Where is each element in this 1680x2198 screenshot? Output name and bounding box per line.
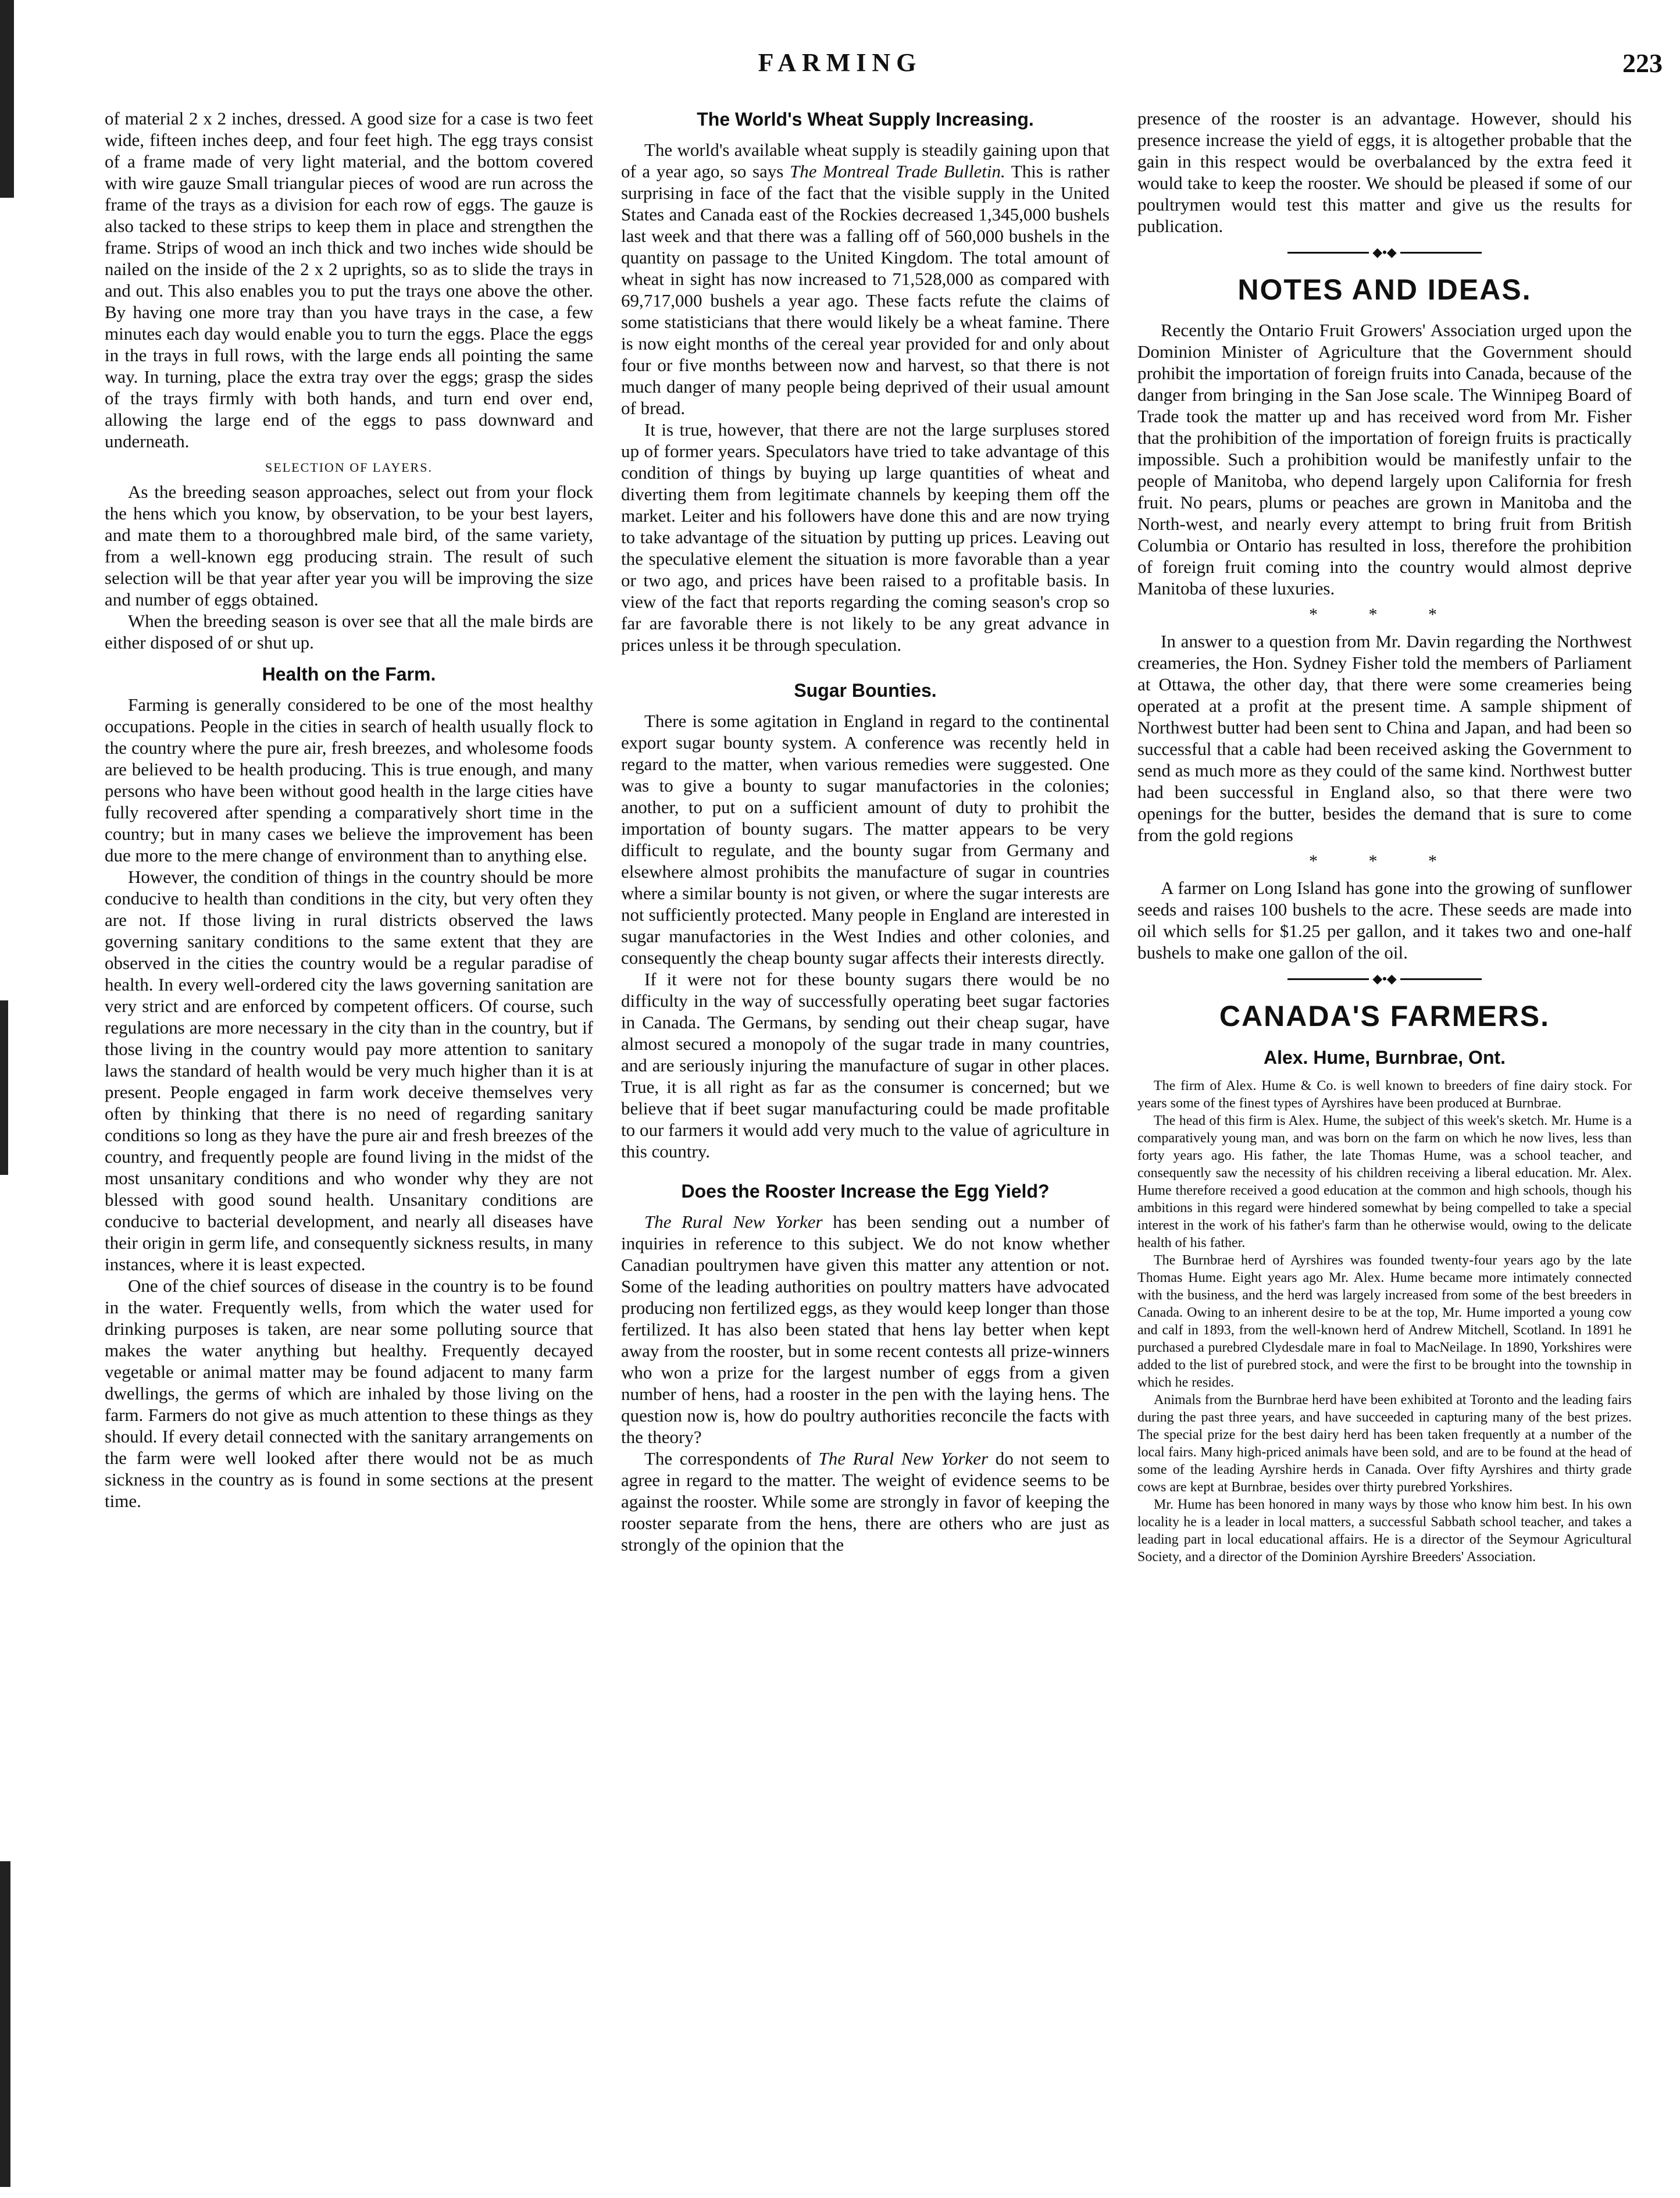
paragraph: In answer to a question from Mr. Davin regarding the Northwest creameries, the Hon. Sydney Fisher told the members of Parliament at Ottawa, the other day, that there were some creameries being operated at a profit at the present time. A sample shipment of Northwest butter had been sent to China and Japan, and had been so successful that a cable had been received asking the Government to send as much more as they could of the same kind. Northwest butter had been successful in England also, so that there were two openings for the butter, besides the demand that is sure to come from the gold regions (1137, 631, 1632, 845)
paragraph (621, 1211, 1110, 1448)
paragraph: Recently the Ontario Fruit Growers' Association urged upon the Dominion Minister of Agriculture that the Government should prohibit the importation of foreign fruits into Canada, because of the danger from bringing in the San Jose scale. The Winnipeg Board of Trade took the matter up and has received word from Mr. Fisher that the prohibition of the importation of foreign fruits is practically impossible. Such a prohibition would be manifestly unfair to the people of Manitoba, who depend largely upon California for fresh fruit. No pears, plums or peaches are grown in Manitoba and the North-west, and nearly every attempt to bring fruit from British Columbia or Ontario has resulted in loss, therefore the prohibition of foreign fruit coming into the country would almost deprive Manitoba of these luxuries. (1137, 320, 1632, 599)
paragraph: Mr. Hume has been honored in many ways by those who know him best. In his own locality he is a leader in local matters, a successful Sabbath school teacher, and takes a leading part in local educational affairs. He is a director of the Seymour Agricultural Society, and a director of the Dominion Ayrshire Breeders' Association. (1137, 1497, 1632, 1565)
article-title-rooster: Does the Rooster Increase the Egg Yield? (681, 1181, 1050, 1202)
text-run: has been sending out a number of inquiries in reference to this subject. We do not know whether Canadian poultrymen have given this matter any attention or not. Some of the leading authorities on poultry matters have advocated producing non fertilized eggs, as they would keep longer than those fertilized. It has also been stated that hens lay better when kept away from the rooster, but in some recent contests all prize-winners who won a prize for the largest number of eggs from a given number of hens, had a rooster in the pen with the laying hens. The question now is, how do poultry authorities reconcile the facts with the theory? (621, 1212, 1110, 1447)
section-title-notes: NOTES AND IDEAS. (1237, 273, 1532, 306)
asterism: * * * (1309, 852, 1460, 871)
paragraph: If it were not for these bounty sugars there would be no difficulty in the way of successfully operating beet sugar factories in Canada. The Germans, by sending out their cheap sugar, have almost secured a monopoly of the sugar trade in many countries, and are seriously injuring the manufacture of sugar in other places. True, it is all right as far as the consumer is concerned; but we believe that if beet sugar manufacturing could be made profitable to our farmers it would add very much to the value of agriculture in this country. (621, 969, 1110, 1162)
scan-edge-mark (0, 0, 14, 198)
asterism: * * * (1309, 605, 1460, 624)
column-right (1137, 108, 1632, 2181)
paragraph: Farming is generally considered to be one of the most healthy occupations. People in the cities in search of health usually flock to the country where the pure air, fresh breezes, and wholesome foods are believed to be health producing. This is true enough, and many persons who have been without good health in the large cities have fully recovered after spending a comparatively short time in the country; but in many cases we believe the improvement has been due more to the mere change of environment than to anything else. (105, 694, 593, 865)
paragraph: There is some agitation in England in regard to the continental export sugar bounty system. A conference was recently held in regard to the matter, when various remedies were suggested. One was to give a bounty to sugar manufactories in the colonies; another, to put on a sufficient amount of duty to prohibit the importation of bounty sugars. The matter appears to be very difficult to regulate, and the bounty sugar from Germany and elsewhere almost prohibits the manufacture of sugar in countries where a similar bounty is not given, or where the sugar interests are not sufficiently protected. Many people in England are interested in sugar manufactories in the West Indies and other colonies, and consequently the cheap bounty sugar affects their interests directly. (621, 711, 1110, 968)
article-title-health: Health on the Farm. (262, 664, 436, 685)
journal-title: FARMING (758, 48, 922, 77)
paragraph: presence of the rooster is an advantage. However, should his presence increase the yield of eggs, it is altogether probable that the gain in this respect would be overbalanced by the extra feed it would take to keep the rooster. We should be pleased if some of our poultrymen would test this matter and give us the results for publication. (1137, 108, 1632, 236)
source-citation: The Rural New Yorker (818, 1448, 989, 1469)
paragraph: of material 2 x 2 inches, dressed. A good size for a case is two feet wide, fifteen inches deep, and four feet high. The egg trays consist of a frame made of very light material, and the bottom covered with wire gauze Small triangular pieces of wood are run across the frame of the trays as a division for each row of eggs. The gauze is also tacked to these strips to keep them in place and strengthen the frame. Strips of wood an inch thick and two inches wide should be nailed on the inside of the 2 x 2 uprights, so as to slide the trays in and out. This also enables you to put the trays one above the other. By having one more tray than you have trays in the case, a few minutes each day would enable you to turn the eggs. Place the eggs in the trays in full rows, with the large ends all pointing the same way. In turning, place the extra tray over the eggs; grasp the sides of the trays firmly with both hands, and turn end over end, allowing the large end of the eggs to pass downward and underneath. (105, 108, 593, 451)
section-divider: ◆•◆ (1137, 971, 1632, 986)
article-title-sugar: Sugar Bounties. (794, 680, 937, 701)
article-title-hume: Alex. Hume, Burnbrae, Ont. (1263, 1047, 1506, 1068)
text-run: The correspondents of (644, 1448, 819, 1469)
paragraph: However, the condition of things in the country should be more conducive to health than conditions in the city, but very often they are not. If those living in rural districts observed the laws governing sanitary conditions to the same extent that they are observed in the cities the country would be a regular paradise of health. In every well-ordered city the laws governing sanitation are very strict and are enforced by competent officers. Of course, such regulations are more necessary in the city than in the country, but if those living in the country would pay more attention to sanitary laws the standard of health would be very much higher than it is at present. People engaged in farm work deceive themselves very often by thinking that there is no need of regarding sanitary conditions so long as they have the pure air and fresh breezes of the country, and frequently people are found living in the midst of the most unsanitary conditions and who wonder why they are not blessed with good sound health. Unsanitary conditions are conducive to bacterial development, and nearly all diseases have their origin in germ life, and consequently sickness results, in many instances, where it is least expected. (105, 867, 593, 1274)
article-title-wheat: The World's Wheat Supply Increasing. (697, 109, 1034, 130)
paragraph: As the breeding season approaches, select out from your flock the hens which you know, by observation, to be your best layers, and mate them to a thoroughbred male bird, of the same variety, from a well-known egg producing strain. The result of such selection will be that year after year you will be improving the size and number of eggs obtained. (105, 482, 593, 610)
section-title-canada: CANADA'S FARMERS. (1219, 1000, 1550, 1032)
paragraph: The firm of Alex. Hume & Co. is well known to breeders of fine dairy stock. For years some of the finest types of Ayrshires have been produced at Burnbrae. (1137, 1078, 1632, 1111)
paragraph: The Burnbrae herd of Ayrshires was founded twenty-four years ago by the late Thomas Hume. Eight years ago Mr. Alex. Hume became more intimately connected with the business, and the herd was largely increased from some of the best breeders in Canada. Owing to an inherent desire to be at the top, Mr. Hume imported a young cow and calf in 1893, from the well-known herd of Andrew Mitchell, Scotland. In 1891 he purchased a purebred Clydesdale mare in foal to MacNeilage. In 1890, Yorkshires were added to the list of purebred stock, and were the first to be brought into the township in which he resides. (1137, 1253, 1632, 1390)
text-run: The world's available wheat supply is steadily gaining upon that of a year ago, so says (621, 140, 1110, 181)
paragraph: One of the chief sources of disease in the country is to be found in the water. Frequently wells, from which the water used for drinking purposes is taken, are near some polluting source that makes the water anything but healthy. Frequently decayed vegetable or animal matter may be found adjacent to many farm dwellings, the germs of which are inhaled by those living on the farm. Farmers do not give as much attention to these things as they should. If every detail connected with the sanitary arrangements on the farm were well looked after there would not be as much sickness in the country as is found in some sections at the present time. (105, 1276, 593, 1511)
paragraph: A farmer on Long Island has gone into the growing of sunflower seeds and raises 100 bushels to the acre. These seeds are made into oil which sells for $1.25 per gallon, and it takes two and one-half bushels to make one gallon of the oil. (1137, 878, 1632, 963)
paragraph (621, 1448, 1110, 1555)
column-middle (621, 108, 1110, 2181)
paragraph: It is true, however, that there are not the large surpluses stored up of former years. Speculators have tried to take advantage of this condition of things by buying up large quantities of wheat and diverting them from legitimate channels by keeping them off the market. Leiter and his followers have done this and are now trying to take advantage of the situation by putting up prices. Leaving out the speculative element the situation is more favorable than a year or two ago, and prices have been raised to a profitable basis. In view of the fact that reports regarding the coming season's crop so far are favorable there is not likely to be any great advance in prices unless it be through speculation. (621, 419, 1110, 655)
scan-edge-mark (0, 1861, 10, 2187)
paragraph: The head of this firm is Alex. Hume, the subject of this week's sketch. Mr. Hume is a comparatively young man, and was born on the farm on which he now lives, less than forty years ago. His father, the late Thomas Hume, was a school teacher, and consequently saw the necessity of his children receiving a liberal education. Mr. Alex. Hume therefore received a good education at the common and high schools, though his ambitions in this regard were hindered somewhat by being compelled to take a special interest in the work of his father's farm than he otherwise would, owing to the delicate health of his father. (1137, 1113, 1632, 1251)
source-citation: The Montreal Trade Bulletin. (789, 161, 1005, 181)
subheading-selection-of-layers: SELECTION OF LAYERS. (265, 460, 433, 475)
paragraph (621, 139, 1110, 419)
page-number: 223 (1622, 48, 1663, 78)
paragraph: When the breeding season is over see that all the male birds are either disposed of or shut up. (105, 611, 593, 653)
scan-edge-mark (0, 1000, 8, 1175)
section-divider: ◆•◆ (1137, 245, 1632, 260)
column-left (105, 108, 593, 2181)
running-header (0, 48, 1680, 83)
paragraph: Animals from the Burnbrae herd have been exhibited at Toronto and the leading fairs during the past three years, and have succeeded in capturing many of the best prizes. The special prize for the best dairy herd has been taken frequently at a number of the local fairs. Many high-priced animals have been sold, and are to be found at the head of some of the leading Ayrshire herds in Canada. Over fifty Ayrshires and thirty grade cows are kept at Burnbrae, besides over thirty purebred Yorkshires. (1137, 1392, 1632, 1495)
source-citation: The Rural New Yorker (644, 1212, 823, 1232)
text-run: do not seem to agree in regard to the matter. The weight of evidence seems to be against the rooster. While some are strongly in favor of keeping the rooster separate from the hens, there are others who are just as strongly of the opinion that the (621, 1448, 1110, 1555)
text-run: This is rather surprising in face of the fact that the visible supply in the United States and Canada east of the Rockies decreased 1,345,000 bushels last week and that there was a falling off of 560,000 bushels in the quantity on passage to the United Kingdom. The total amount of wheat in sight has now increased to 71,528,000 as compared with 69,717,000 bushels a year ago. These facts refute the claims of some statisticians that there would likely be a wheat famine. There is now eight months of the cereal year provided for and only about four or five months between now and harvest, so that there is not much danger of many people being deprived of their usual amount of bread. (621, 161, 1110, 418)
